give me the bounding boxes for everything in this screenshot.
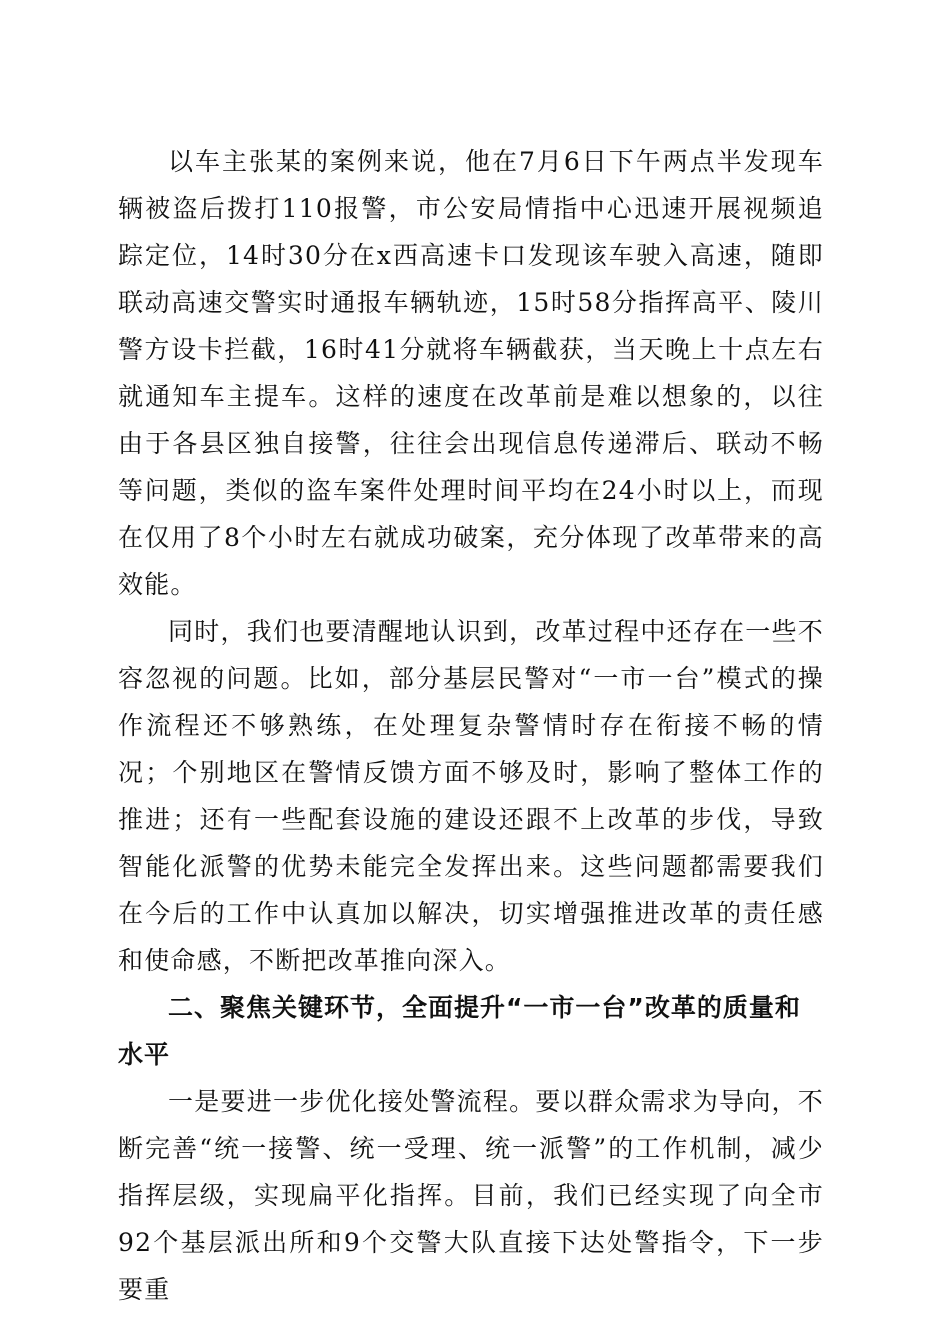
subsection-lead: 一是要进一步优化接处警流程。 [168, 1087, 536, 1116]
section-heading: 二、聚焦关键环节，全面提升“一市一台”改革的质量和水平 [118, 993, 801, 1069]
paragraph-problems: 同时，我们也要清醒地认识到，改革过程中还存在一些不容忽视的问题。比如，部分基层民警对“一市一台”模式的操作流程还不够熟练，在处理复杂警情时存在衔接不畅的情况；个别地区在警情反馈方面不够及时，影响了整体工作的推进；还有一些配套设施的建设还跟不上改革的步伐，导致智能化派警的优势未能完全发挥出来。这些问题都需要我们在今后的工作中认真加以解决，切实增强推进改革的责任感和使命感，不断把改革推向深入。 [118, 617, 824, 975]
subsection-body: 要以群众需求为导向，不断完善“统一接警、统一受理、统一派警”的工作机制，减少指挥层级，实现扁平化指挥。目前，我们已经实现了向全市92个基层派出所和9个交警大队直接下达处警指令，下一步要重 [118, 1087, 825, 1304]
document-body [118, 138, 824, 1313]
paragraph-process-optimization [118, 1078, 824, 1313]
paragraph-case-example: 以车主张某的案例来说，他在7月6日下午两点半发现车辆被盗后拨打110报警，市公安局情指中心迅速开展视频追踪定位，14时30分在x西高速卡口发现该车驶入高速，随即联动高速交警实时通报车辆轨迹，15时58分指挥高平、陵川警方设卡拦截，16时41分就将车辆截获，当天晚上十点左右就通知车主提车。这样的速度在改革前是难以想象的，以往由于各县区独自接警，往往会出现信息传递滞后、联动不畅等问题，类似的盗车案件处理时间平均在24小时以上，而现在仅用了8个小时左右就成功破案，充分体现了改革带来的高效能。 [118, 147, 824, 599]
